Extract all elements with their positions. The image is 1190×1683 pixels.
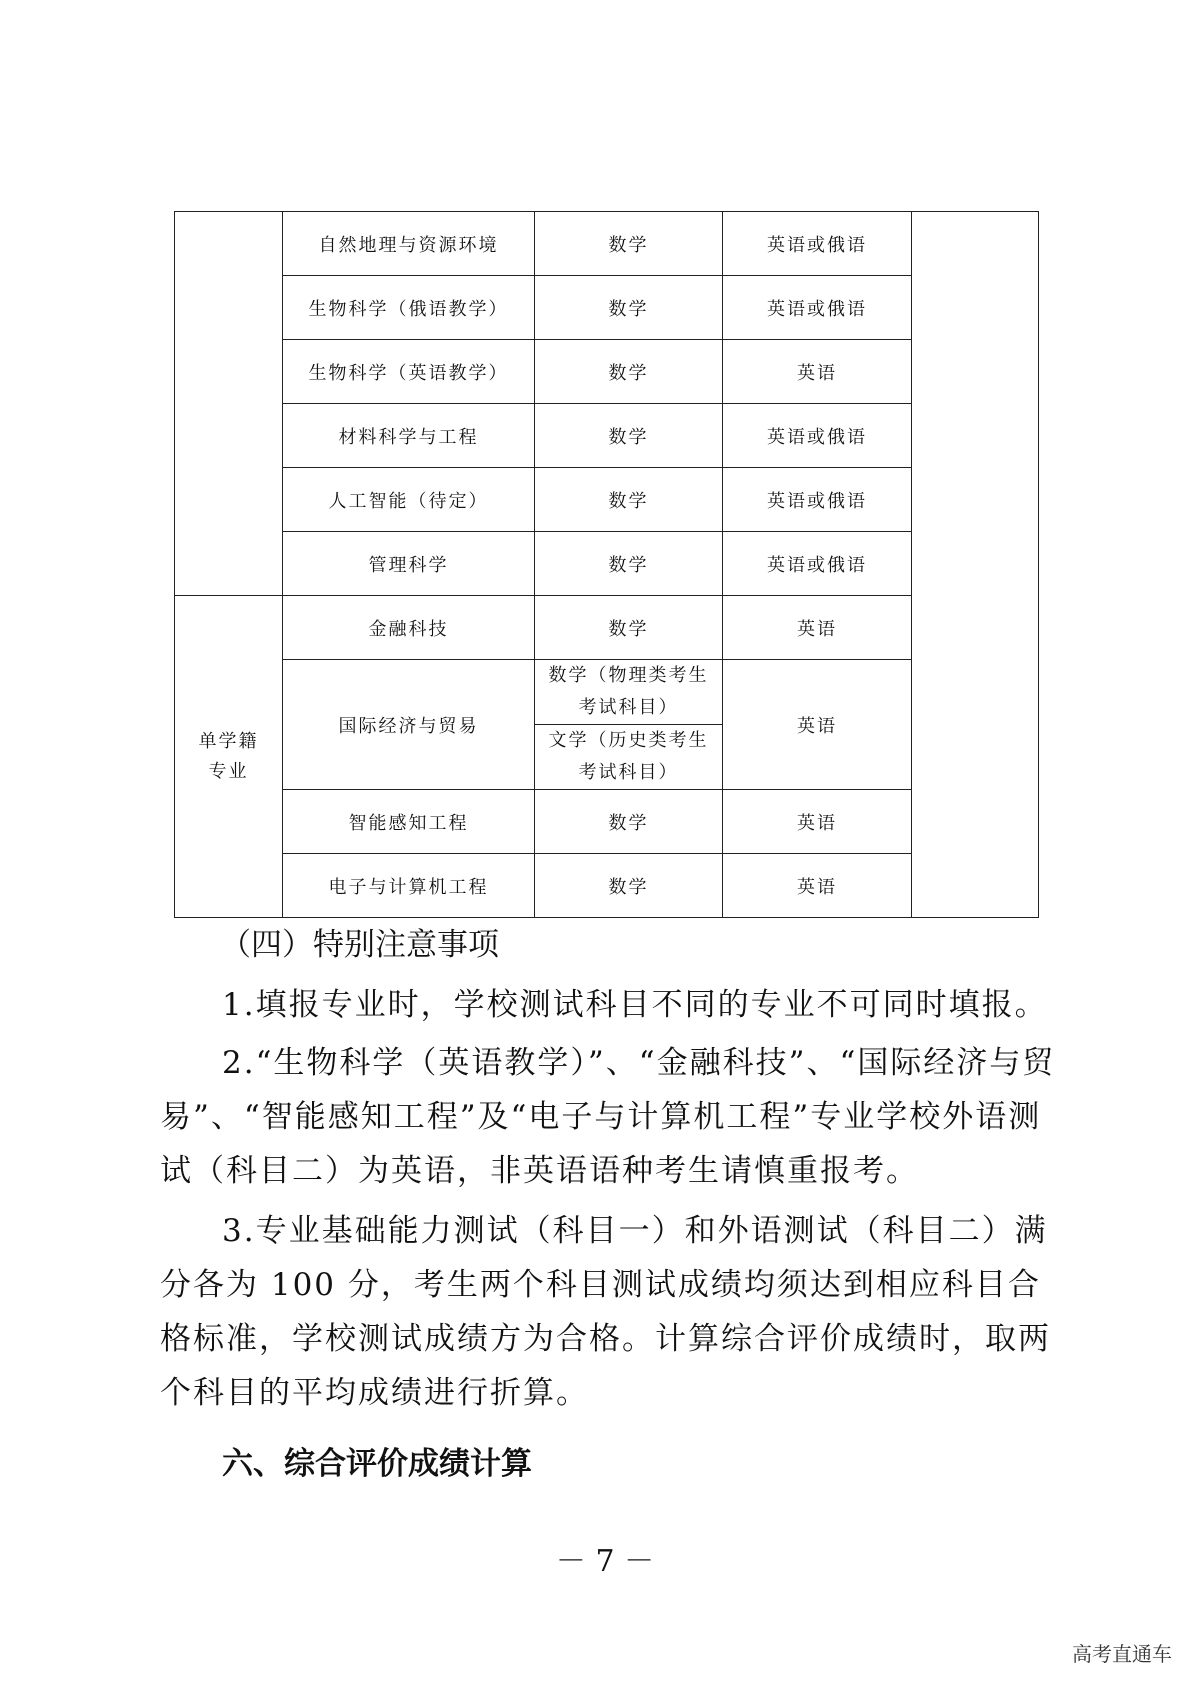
table-row	[175, 532, 1039, 596]
subject2-cell: 英语或俄语	[723, 468, 912, 532]
subject2-cell: 英语	[723, 340, 912, 404]
major-subject-table	[174, 211, 1039, 918]
subject1-cell: 数学	[535, 532, 723, 596]
section6-heading: 六、综合评价成绩计算	[222, 1446, 532, 1482]
table-row	[175, 790, 1039, 854]
major-cell: 材料科学与工程	[283, 404, 535, 468]
major-cell: 人工智能（待定）	[283, 468, 535, 532]
note-1: 1.填报专业时，学校测试科目不同的专业不可同时填报。	[222, 987, 1048, 1023]
subject2-cell: 英语或俄语	[723, 404, 912, 468]
category-cell-single	[175, 596, 283, 918]
subject2-cell: 英语	[723, 596, 912, 660]
major-cell: 金融科技	[283, 596, 535, 660]
note-2: 2.“生物科学（英语教学）”、“金融科技”、“国际经济与贸易”、“智能感知工程”及“电子与计算机工程”专业学校外语测试（科目二）为英语，非英语语种考生请慎重报考。	[160, 1045, 1056, 1189]
subject2-cell: 英语	[723, 854, 912, 918]
subject2-cell: 英语	[723, 660, 912, 790]
subject1-cell: 数学	[535, 276, 723, 340]
table-row	[175, 276, 1039, 340]
subject1-cell: 数学	[535, 790, 723, 854]
subject1-cell: 数学	[535, 854, 723, 918]
subject2-cell: 英语或俄语	[723, 532, 912, 596]
section4-heading: （四）特别注意事项	[220, 927, 499, 963]
table-row	[175, 404, 1039, 468]
subject1-cell: 数学	[535, 404, 723, 468]
major-cell: 智能感知工程	[283, 790, 535, 854]
subject2-cell: 英语	[723, 790, 912, 854]
category-cell-blank	[175, 212, 283, 596]
major-cell: 自然地理与资源环境	[283, 212, 535, 276]
major-cell: 生物科学（英语教学）	[283, 340, 535, 404]
subject1-cell: 数学	[535, 340, 723, 404]
table-row	[175, 596, 1039, 660]
major-cell: 国际经济与贸易	[283, 660, 535, 790]
subject1-cell: 数学	[535, 596, 723, 660]
subject1-history: 文学（历史类考生考试科目）	[548, 730, 709, 783]
major-cell: 管理科学	[283, 532, 535, 596]
watermark: 高考直通车	[1072, 1642, 1172, 1666]
table-row	[175, 468, 1039, 532]
major-cell: 电子与计算机工程	[283, 854, 535, 918]
category-label: 单学籍专业	[198, 730, 259, 782]
table-row	[175, 660, 1039, 725]
page-number: － 7 －	[555, 1544, 655, 1579]
subject1-cell: 数学	[535, 212, 723, 276]
table-row	[175, 854, 1039, 918]
table-row	[175, 340, 1039, 404]
major-cell: 生物科学（俄语教学）	[283, 276, 535, 340]
subject1-cell	[535, 725, 723, 790]
subject2-cell: 英语或俄语	[723, 212, 912, 276]
note-3: 3.专业基础能力测试（科目一）和外语测试（科目二）满分各为 100 分，考生两个科目测试成绩均须达到相应科目合格标准，学校测试成绩方为合格。计算综合评价成绩时，取两个科目的平均成绩进行折算。	[160, 1213, 1051, 1411]
subject1-physics: 数学（物理类考生考试科目）	[548, 665, 709, 718]
remarks-cell	[912, 212, 1039, 918]
subject1-cell: 数学	[535, 468, 723, 532]
table-row	[175, 212, 1039, 276]
subject1-cell	[535, 660, 723, 725]
subject2-cell: 英语或俄语	[723, 276, 912, 340]
